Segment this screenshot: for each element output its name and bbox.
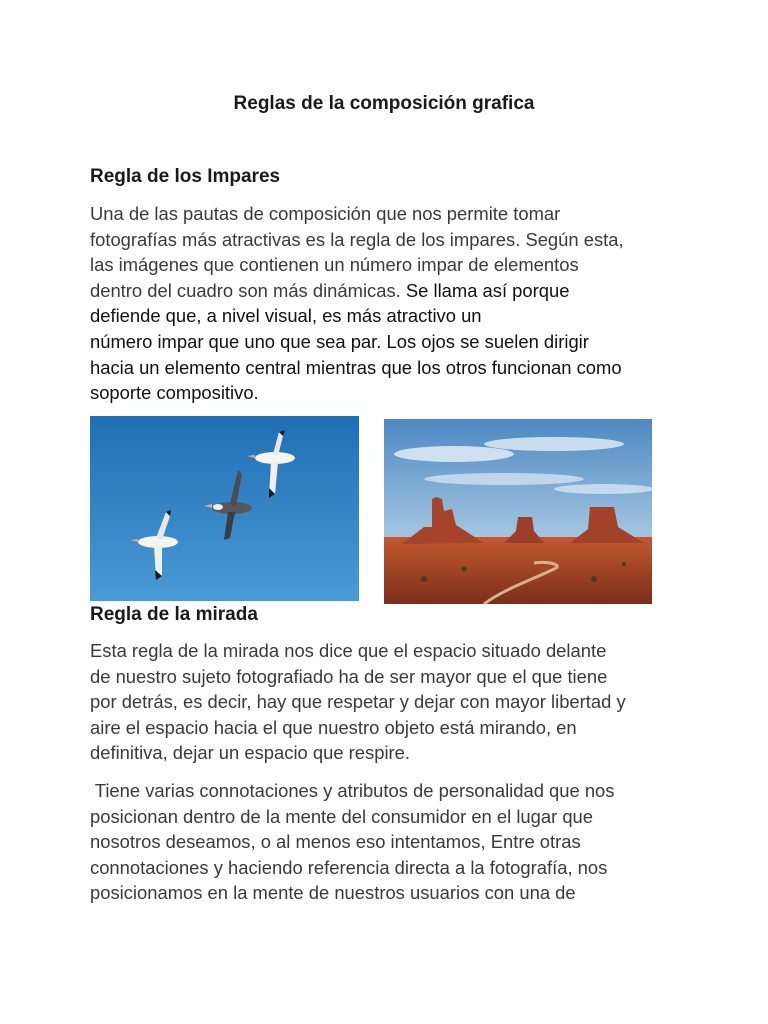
text-line <box>90 278 690 304</box>
document-title: Reglas de la composición grafica <box>233 93 535 114</box>
geese-illustration <box>90 416 359 601</box>
text-line: fotografías más atractivas es la regla de los impares. Según esta, <box>90 228 624 250</box>
paragraph-impares <box>90 201 690 406</box>
section-heading-impares: Regla de los Impares <box>90 166 281 187</box>
text-line: Tiene varias connotaciones y atributos de personalidad que nos <box>90 780 615 801</box>
text-line: número impar que uno que sea par. Los ojos se suelen dirigir <box>90 330 589 352</box>
text-line: definitiva, dejar un espacio que respire. <box>90 742 410 764</box>
paragraph-mirada <box>90 638 690 766</box>
text-line: posicionan dentro de la mente del consumidor en el lugar que <box>90 805 594 827</box>
text-line: Una de las pautas de composición que nos permite tomar <box>90 203 561 224</box>
text-segment-dark: Se llama así porque <box>405 279 570 301</box>
desert-illustration <box>384 419 652 604</box>
text-segment: dentro del cuadro son más dinámicas. <box>90 279 406 301</box>
text-line: las imágenes que contienen un número impar de elementos <box>90 254 579 276</box>
text-line: por detrás, es decir, hay que respetar y dejar con mayor libertad y <box>90 691 626 713</box>
text-line: connotaciones y haciendo referencia directa a la fotografía, nos <box>90 856 608 878</box>
text-line: hacia un elemento central mientras que los otros funcionan como <box>90 356 622 378</box>
text-line: posicionamos en la mente de nuestros usuarios con una de <box>90 882 576 904</box>
text-line: aire el espacio hacia el que nuestro objeto está mirando, en <box>90 716 577 738</box>
desert-buttes-photo <box>384 419 652 604</box>
section-heading-mirada: Regla de la mirada <box>90 604 258 625</box>
flying-geese-photo <box>90 416 359 601</box>
text-line: defiende que, a nivel visual, es más atractivo un <box>90 305 482 327</box>
text-line: nosotros deseamos, o al menos eso intentamos, Entre otras <box>90 831 581 853</box>
text-line: Esta regla de la mirada nos dice que el espacio situado delante <box>90 640 607 661</box>
text-line: de nuestro sujeto fotografiado ha de ser mayor que el que tiene <box>90 665 608 687</box>
paragraph-connotaciones <box>90 778 690 906</box>
text-line: soporte compositivo. <box>90 382 259 404</box>
